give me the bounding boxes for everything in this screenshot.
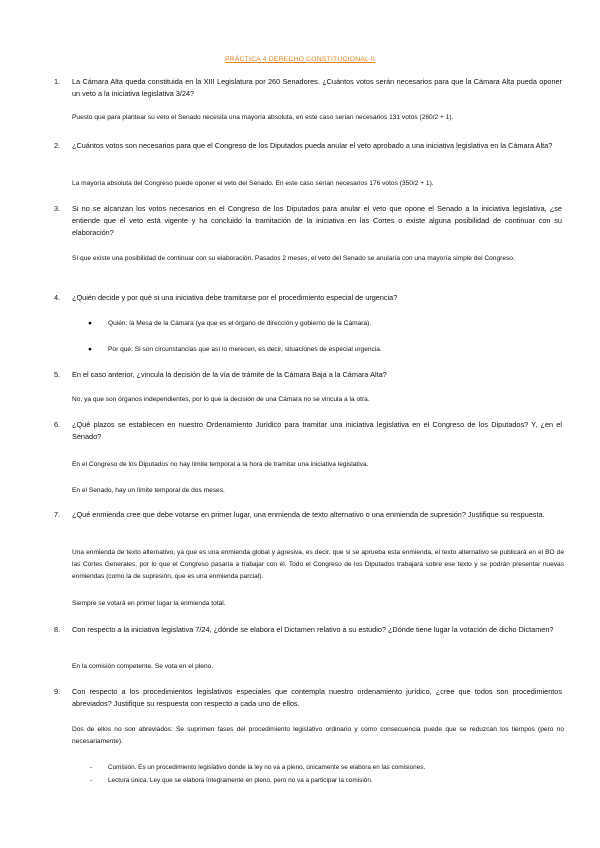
question-7 bbox=[54, 509, 562, 521]
question-5 bbox=[54, 369, 562, 381]
question-number: 2. bbox=[54, 141, 61, 150]
question-8 bbox=[54, 624, 562, 636]
question-9 bbox=[54, 686, 562, 710]
question-text: La Cámara Alta queda constituida en la XIII Legislatura por 260 Senadores. ¿Cuántos votos serán necesarios para que la Cámara Alta pueda oponer un veto a la iniciativa legislativa 3/24? bbox=[72, 77, 562, 98]
question-1 bbox=[54, 76, 562, 100]
question-number: 1. bbox=[54, 77, 61, 86]
question-text: Con respecto a los procedimientos legislativos especiales que contempla nuestro ordenamiento jurídico, ¿cree que todos son procedimientos abreviados? Justifique su respuesta con respecto a cada uno de ellos. bbox=[72, 687, 562, 708]
question-number: 6. bbox=[54, 420, 61, 429]
question-text: Si no se alcanzan los votos necesarios en el Congreso de los Diputados para anular el veto que opone el Senado a la iniciativa legislativa, ¿se entiende que el veto está vigente y ha concluido la tramitación de la iniciativa en las Cortes o existe alguna posibilidad de continuar con su elaboración? bbox=[72, 204, 562, 237]
dash-text: Comisión. Es un procedimiento legislativo donde la ley no va a pleno, únicamente se elabora en las comisiones. bbox=[108, 764, 426, 771]
dash-text: Lectura única. Ley que se elabora íntegramente en pleno, pero no va a participar la comisión. bbox=[108, 777, 373, 784]
answer-1: Puesto que para plantear su veto el Senado necesita una mayoría absoluta, en este caso serían necesarios 131 votos (260/2 + 1). bbox=[72, 114, 454, 121]
dash-marker: - bbox=[90, 777, 93, 784]
question-number: 4. bbox=[54, 293, 61, 302]
bullet-text: Quién: la Mesa de la Cámara (ya que es el órgano de dirección y gobierno de la Cámara). bbox=[108, 320, 372, 327]
bullet-icon: ● bbox=[88, 320, 92, 327]
question-text: ¿Quién decide y por qué si una iniciativa debe tramitarse por el procedimiento especial de urgencia? bbox=[72, 293, 398, 302]
answer-9: Dos de ellos no son abreviados: Se suprimen fases del procedimiento legislativo ordinario y como consecuencia puede que se reduzcan los tiempos (pero no necesariamente). bbox=[72, 726, 564, 745]
question-number: 7. bbox=[54, 510, 61, 519]
answer-8: En la comisión competente. Se vota en el pleno. bbox=[72, 663, 214, 670]
question-3 bbox=[54, 203, 562, 239]
question-number: 8. bbox=[54, 625, 61, 634]
question-text: ¿Qué enmienda cree que debe votarse en primer lugar, una enmienda de texto alternativo o una enmienda de supresión? Justifique su respuesta. bbox=[72, 510, 545, 519]
answer-7a: Una enmienda de texto alternativo, ya que es una enmienda global y agresiva, es decir, que si se aprueba esta enmienda, el texto alternativo se publicará en el BO de las Cortes Generales, por lo que el Congreso pasaría a trabajar con él. Todo el Congreso de los Diputados trabajará sobre ese texto y se podrán presentar nuevas enmiendas (como la de supresión, que es una enmienda parcial). bbox=[72, 549, 564, 580]
question-6 bbox=[54, 419, 562, 443]
answer-6b: En el Senado, hay un límite temporal de dos meses. bbox=[72, 487, 225, 494]
question-2 bbox=[54, 140, 562, 152]
answer-6a: En el Congreso de los Diputados no hay límite temporal a la hora de tramitar una iniciativa legislativa. bbox=[72, 461, 369, 468]
question-text: ¿Cuántos votos son necesarios para que el Congreso de los Diputados pueda anular el veto aprobado a una iniciativa legislativa en la Cámara Alta? bbox=[72, 141, 553, 150]
answer-2: La mayoría absoluta del Congreso puede oponer el veto del Senado. En este caso serían necesarios 176 votos (350/2 + 1). bbox=[72, 180, 434, 187]
question-4 bbox=[54, 292, 562, 304]
bullet-icon: ● bbox=[88, 346, 92, 353]
answer-7b: Siempre se votará en primer lugar la enmienda total. bbox=[72, 600, 226, 607]
dash-marker: - bbox=[90, 764, 93, 771]
bullet-text: Por qué: Si son circunstancias que así lo merecen, es decir, situaciones de especial urgencia. bbox=[108, 346, 382, 353]
question-text: Con respecto a la iniciativa legislativa 7/24, ¿dónde se elabora el Dictamen relativo a su estudio? ¿Dónde tiene lugar la votación de dicho Dictamen? bbox=[72, 625, 554, 634]
answer-3: Sí que existe una posibilidad de continuar con su elaboración. Pasados 2 meses, el veto del Senado se anularía con una mayoría simple del Congreso. bbox=[72, 255, 515, 262]
question-number: 3. bbox=[54, 204, 61, 213]
answer-5: No, ya que son órganos independientes, por lo que la decisión de una Cámara no se vincula a la otra. bbox=[72, 396, 370, 403]
question-text: ¿Qué plazos se establecen en nuestro Ordenamiento Jurídico para tramitar una iniciativa legislativa en el Congreso de los Diputados? Y, ¿en el Senado? bbox=[72, 420, 562, 441]
question-number: 9. bbox=[54, 687, 61, 696]
question-number: 5. bbox=[54, 370, 61, 379]
question-text: En el caso anterior, ¿vincula la decisión de la vía de trámite de la Cámara Baja a la Cámara Alta? bbox=[72, 370, 387, 379]
page-title: PRÁCTICA 4 DERECHO CONSTITUCIONAL II bbox=[224, 56, 376, 63]
